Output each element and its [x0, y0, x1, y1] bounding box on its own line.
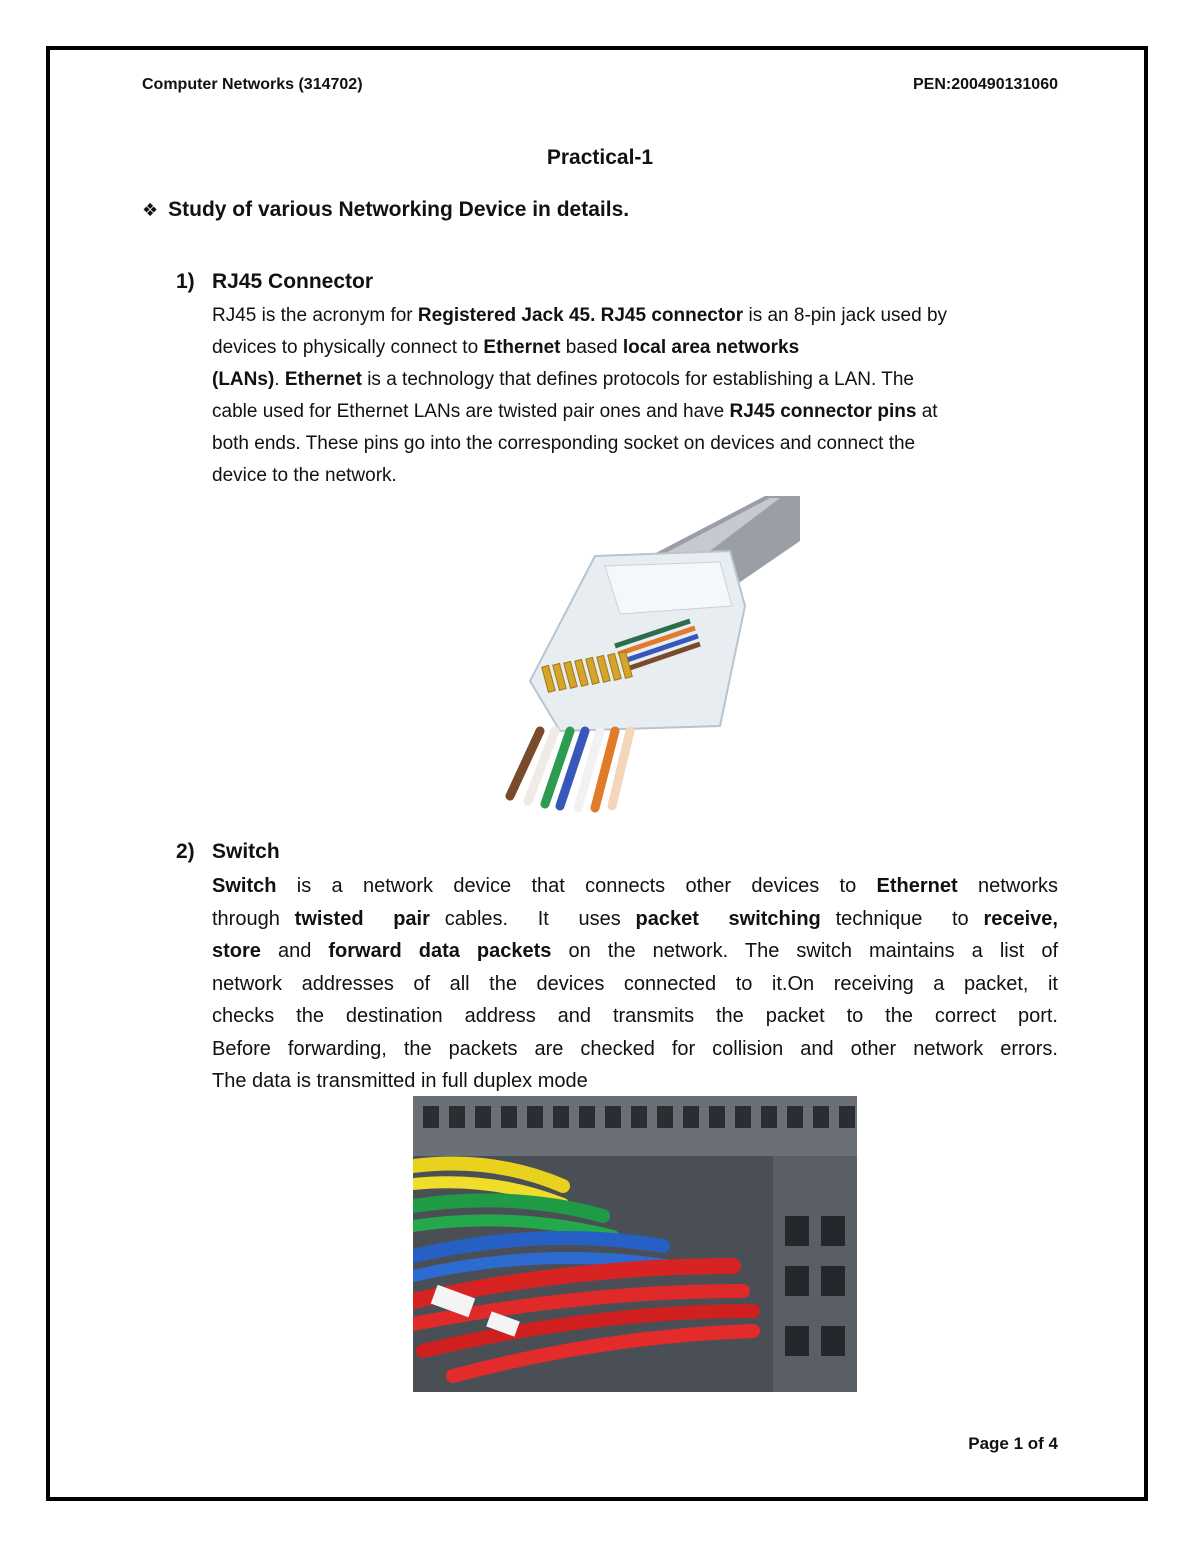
text-run: cables. It uses	[429, 907, 636, 930]
paragraph-line	[212, 1065, 1058, 1098]
paragraph-line	[212, 396, 1058, 428]
paragraph-line	[212, 968, 1058, 1001]
section-number: 2)	[176, 840, 195, 863]
text-run: networks	[957, 875, 1058, 897]
text-run: and	[260, 940, 329, 962]
bold-term: (LANs)	[212, 369, 275, 390]
section-heading-switch	[176, 840, 280, 864]
text-run: checks the destination address and transmits the packet to the correct port.	[212, 1005, 1058, 1027]
bold-term: store	[212, 940, 261, 962]
text-run: is an 8-pin jack used by	[743, 305, 948, 326]
text-run: network addresses of all the devices connected to it.On receiving a packet, it	[212, 972, 1058, 995]
text-run: .	[274, 369, 285, 390]
paragraph-line	[212, 364, 1058, 396]
switch-paragraph	[212, 870, 1058, 1098]
bold-term: forward data packets	[328, 940, 552, 962]
bold-term: Switch	[212, 875, 277, 897]
text-run: Before forwarding, the packets are checked for collision and other network errors.	[212, 1037, 1058, 1060]
text-run: cable used for Ethernet LANs are twisted pair ones and have	[212, 401, 730, 422]
text-run: through	[212, 907, 295, 930]
bold-term: packet switching	[635, 907, 821, 930]
subtitle	[142, 198, 629, 222]
text-run: on the network. The switch maintains a list of	[551, 940, 1059, 962]
network-switch-image	[413, 1096, 857, 1392]
text-run: based	[560, 337, 623, 358]
section-number: 1)	[176, 270, 195, 293]
bold-term: Ethernet	[483, 337, 561, 358]
rj45-paragraph	[212, 300, 1058, 492]
bold-term: receive,	[983, 907, 1058, 930]
section-title: RJ45 Connector	[212, 270, 374, 293]
paragraph-line	[212, 1033, 1058, 1066]
rj45-connector-image	[500, 496, 800, 821]
paragraph-line	[212, 903, 1058, 936]
paragraph-line	[212, 332, 1058, 364]
section-title: Switch	[212, 840, 280, 863]
text-run: is a technology that defines protocols for establishing a LAN. The	[361, 369, 914, 390]
bold-term: twisted pair	[294, 907, 430, 930]
bold-term: Registered Jack 45. RJ45 connector	[417, 305, 744, 326]
bold-term: Ethernet	[284, 369, 362, 390]
section-heading-rj45	[176, 270, 373, 294]
page-number: Page 1 of 4	[968, 1434, 1058, 1453]
text-run: is a network device that connects other devices to	[276, 875, 877, 897]
text-run: The data is transmitted in full duplex mode	[212, 1070, 588, 1092]
text-run: technique to	[820, 907, 984, 930]
text-run: RJ45 is the acronym for	[212, 305, 418, 326]
text-run: both ends. These pins go into the corresponding socket on devices and connect the	[212, 433, 916, 454]
diamond-bullet-icon: ❖	[142, 199, 159, 220]
page-title: Practical-1	[546, 146, 654, 169]
paragraph-line	[212, 300, 1058, 332]
text-run: at	[916, 401, 938, 422]
paragraph-line	[212, 460, 1058, 492]
paragraph-line	[212, 428, 1058, 460]
text-run: device to the network.	[212, 465, 397, 486]
text-run: devices to physically connect to	[212, 337, 484, 358]
paragraph-line	[212, 870, 1058, 903]
subtitle-text: Study of various Networking Device in details.	[168, 198, 630, 221]
paragraph-line	[212, 1000, 1058, 1033]
header-pen: PEN:200490131060	[912, 76, 1058, 93]
bold-term: RJ45 connector pins	[729, 401, 917, 422]
bold-term: local area networks	[622, 337, 800, 358]
bold-term: Ethernet	[876, 875, 958, 897]
header-course: Computer Networks (314702)	[142, 76, 363, 93]
paragraph-line	[212, 935, 1058, 968]
